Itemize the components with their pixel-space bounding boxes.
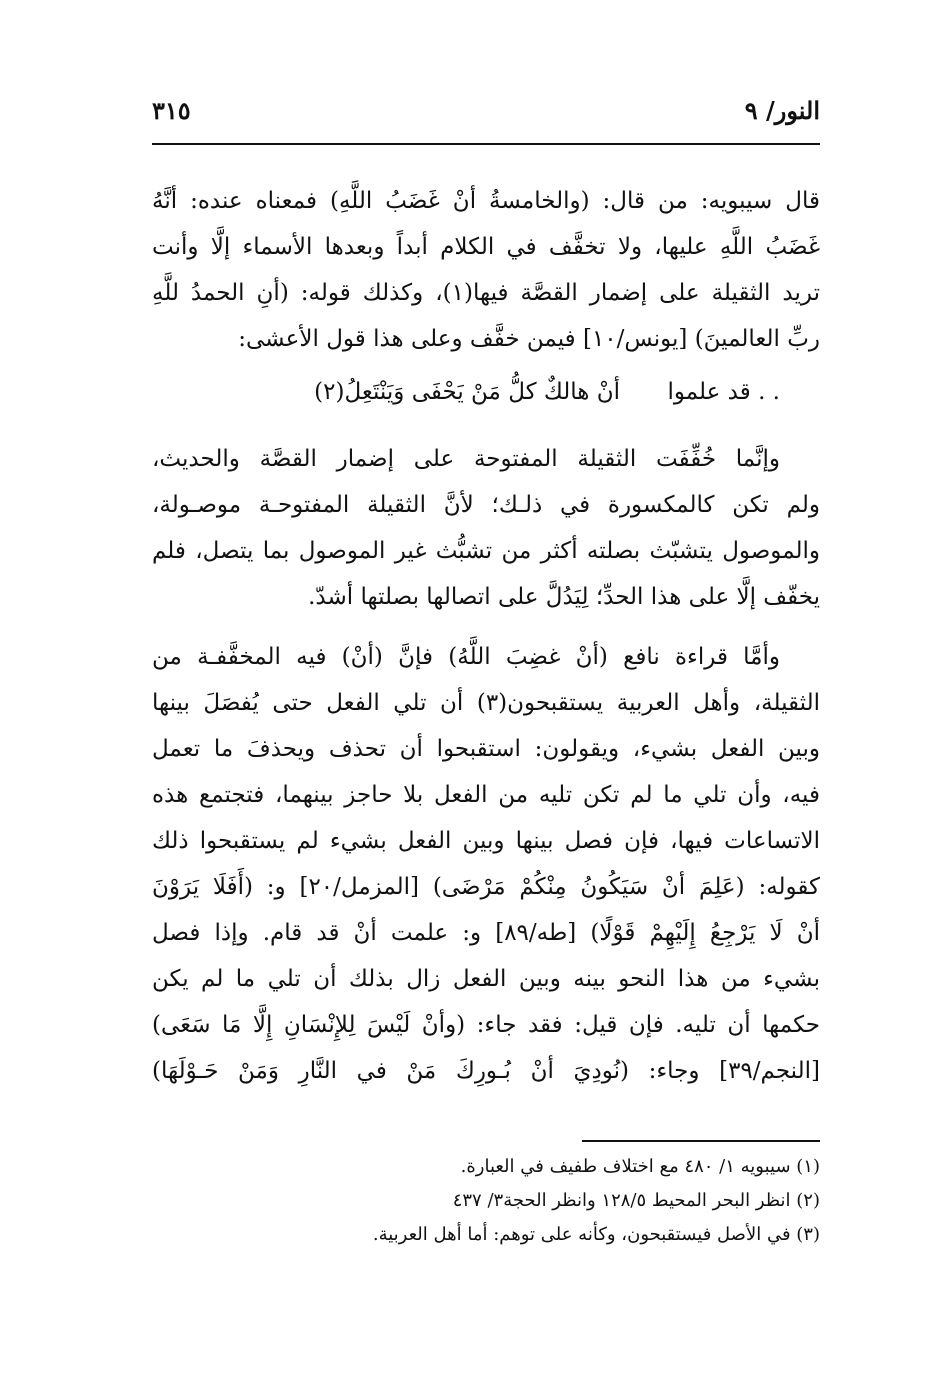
text-line: وبين الفعل بشيء، ويقولون: استقبحوا أن تحذف ويحذفَ ما تعمل [152,736,820,762]
text-line: ولم تكن كالمكسورة في ذلـك؛ لأنَّ الثقيلة المفتوحـة موصـولة، [152,492,820,518]
text-line: [النجم/٣٩] وجاء: (نُودِيَ أنْ بُـورِكَ مَنْ في النَّارِ وَمَنْ حَـوْلَهَا) [152,1058,820,1084]
page-number: ٣١٥ [152,96,191,125]
paragraph-3 [152,634,820,1094]
poetry-verse [152,362,820,422]
header-rule [152,143,820,145]
verse-hemistich-second: أنْ هالكٌ كلُّ مَنْ يَحْفَى وَيَنْتَعِلُ(٢) [314,379,620,405]
text-line: وأمَّا قراءة نافع (أنْ غضِبَ اللَّهُ) فإنَّ (أنْ) فيه المخفَّفـة من [152,644,780,670]
text-line: حكمها أن تليه. فإن قيل: فقد جاء: (وأنْ لَيْسَ لِلإِنْسَانِ إِلَّا مَا سَعَى) [152,1012,820,1038]
text-line: غَضَبُ اللَّهِ عليها، ولا تخفَّف في الكلام أبداً وبعدها الأسماء إلَّا وأنت [152,234,820,260]
footnote-rule [582,1140,820,1142]
footnote-2: (٢) انظر البحر المحيط ١٢٨/٥ وانظر الحجة٣/ ٤٣٧ [452,1190,820,1211]
footnote-3: (٣) في الأصل فيستقبحون، وكأنه على توهم: أما أهل العربية. [372,1224,820,1245]
text-line: بشيء من هذا النحو بينه وبين الفعل زال بذلك أن تلي ما لم يكن [152,966,820,992]
main-text [152,178,820,1094]
verse-hemistich-first: . . قد علموا [667,379,780,405]
text-line: والموصول يتشبّث بصلته أكثر من تشبُّث غير الموصول بما يتصل، فلم [152,538,820,564]
text-line: ربِّ العالمينَ) [يونس/١٠] فيمن خفَّف وعلى هذا قول الأعشى: [238,326,820,352]
text-line: فيه، وأن تلي ما لم تكن تليه من الفعل بلا حاجز بينهما، فتجتمع هذه [152,782,820,808]
footnote-1: (١) سيبويه ١/ ٤٨٠ مع اختلاف طفيف في العبارة. [460,1156,820,1177]
text-line: وإنَّما خُفِّفَت الثقيلة المفتوحة على إضمار القصَّة والحديث، [152,446,780,472]
running-header [152,96,820,136]
text-line: تريد الثقيلة على إضمار القصَّة فيها(١)، وكذلك قوله: (أنِ الحمدُ للَّهِ [152,280,820,306]
text-line: الاتساعات فيها، فإن فصل بينها وبين الفعل بشيء لم يستقبحوا ذلك [152,828,820,854]
chapter-reference: النور/ ٩ [744,96,820,125]
text-line: قال سيبويه: من قال: (والخامسةُ أنْ غَضَبُ اللَّهِ) فمعناه عنده: أنَّهُ [152,188,820,214]
paragraph-2 [152,436,820,620]
text-line: أنْ لَا يَرْجِعُ إِلَيْهِمْ قَوْلًا) [طه/٨٩] و: علمت أنْ قد قام. وإذا فصل [152,920,820,946]
footnotes [152,1150,820,1252]
text-line: يخفّف إلَّا على هذا الحدِّ؛ لِيَدُلَّ على اتصالها بصلتها أشدّ. [308,584,820,610]
text-line: كقوله: (عَلِمَ أنْ سَيَكُونُ مِنْكُمْ مَرْضَى) [المزمل/٢٠] و: (أَفَلَا يَرَوْنَ [152,874,820,900]
text-line: الثقيلة، وأهل العربية يستقبحون(٣) أن تلي الفعل حتى يُفصَلَ بينها [152,690,820,716]
paragraph-1 [152,178,820,362]
